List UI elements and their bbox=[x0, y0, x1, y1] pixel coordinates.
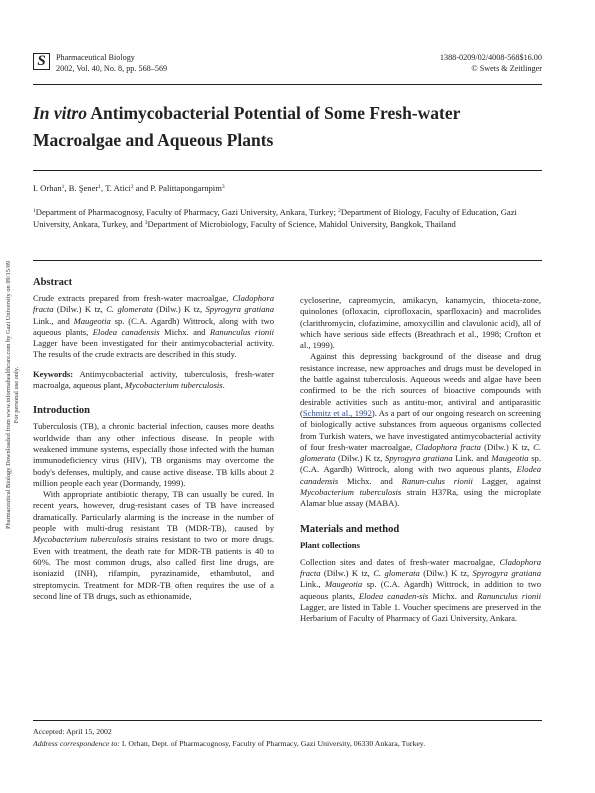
page-header bbox=[33, 52, 542, 78]
left-column bbox=[33, 276, 274, 602]
title-rule bbox=[33, 170, 542, 171]
affil-mark: 2 bbox=[338, 208, 341, 214]
reference-link[interactable]: Schmitz et al., 1992 bbox=[302, 407, 372, 418]
methods-heading: Materials and method bbox=[300, 523, 400, 535]
author-affil-mark: 2 bbox=[130, 184, 134, 190]
author-name: , B. Şener bbox=[64, 183, 99, 193]
affil-mark: 3 bbox=[144, 220, 148, 226]
author-name: , T. Atici bbox=[101, 183, 131, 193]
publisher: © Swets & Zeitlinger bbox=[471, 64, 542, 73]
plant-collections-heading: Plant collections bbox=[300, 539, 360, 550]
intro-continued: cycloserine, capreomycin, amikacyn, kanamycin, thioceta-zone, quinolones (ofloxacin, ciprofloxacin, sparfloxacin) and macrolides (clarithromycin, clofazimine, amoxycillin and clavulonic acid), all of which have serious side effects (Breathrach et al., 1998; Crofton et al., 1999). bbox=[300, 295, 541, 351]
affil-text: Department of Pharmacognosy, Faculty of Pharmacy, Gazi University, Ankara, Turkey; bbox=[35, 207, 339, 217]
methods-paragraph: Collection sites and dates of fresh-water macroalgae, Cladophora fracta (Dilw.) K tz, C. glomerata (Dilw.) K tz, Spyrogyra gratiana Link., Maugeotia sp. (C.A. Agardh) Wittrock, in addition to two aqueous plants, Elodea canaden-sis Michx. and Ranunculus rionii Lagger, are listed in Table 1. Voucher specimens are preserved in the Herbarium of Faculty of Pharmacy of Gazi University, Ankara. bbox=[300, 556, 541, 624]
article-title bbox=[33, 100, 542, 154]
side-note-line-1: Pharmaceutical Biology Downloaded from www.informahealthcare.com by Gazi University on 09/15/09 bbox=[5, 260, 12, 530]
side-download-note bbox=[2, 215, 24, 575]
affil-text: Department of Microbiology, Faculty of Science, Mahidol University, Bangkok, Thailand bbox=[147, 219, 456, 229]
title-italic: In vitro bbox=[33, 103, 87, 123]
accepted-date: Accepted: April 15, 2002 bbox=[33, 727, 112, 736]
introduction-heading: Introduction bbox=[33, 405, 90, 417]
keywords: Keywords: Antimycobacterial activity, tuberculosis, fresh-water macroalga, aqueous plant, Mycobacterium tuberculosis. bbox=[33, 368, 274, 391]
right-column bbox=[300, 295, 541, 624]
affil-text: Department of Biology, Faculty of Education, Gazi University, Ankara, Turkey, and bbox=[33, 207, 517, 229]
journal-info bbox=[56, 52, 167, 74]
affil-rule bbox=[33, 260, 542, 261]
logo-letter: S bbox=[37, 53, 46, 69]
journal-volume: 2002, Vol. 40, No. 8, pp. 568–569 bbox=[56, 64, 168, 73]
abstract-heading: Abstract bbox=[33, 277, 73, 288]
issn: 1388-0209/02/4008-568$16.00 bbox=[439, 53, 542, 62]
author-affil-mark: 1 bbox=[98, 184, 102, 190]
intro-paragraph-1: Tuberculosis (TB), a chronic bacterial infection, causes more deaths worldwide than any other infectious disease. In people with weakened immune systems, especially those infected with the human immunodeficiency virus (HIV), TB organisms may overcome the body's defenses, multiply, and cause active disease. TB kills about 2 million people each year (Dormandy, 1999). bbox=[33, 421, 274, 488]
title-line-2: Macroalgae and Aqueous Plants bbox=[33, 130, 274, 150]
page-footer bbox=[33, 726, 542, 750]
intro-paragraph-3: Against this depressing background of the disease and drug resistance increase, new approaches and drugs must be developed in the battle against tuberculosis. Aqueous weeds and algae have been confirmed to be the rich sources of bioactive compounds with desirable activities such as antitu-mor, antiviral and antiparasitic (Schmitz et al., 1992). As a part of our ongoing research on screening of biologically active substances from aqueous organisms collected from Turkish waters, we have investigated antimycobacterial activity of four fresh-water macroalgae, Cladophora fracta (Dilw.) K tz, C. glomerata (Dilw.) K tz, Spyrogyra gratiana Link. and Maugeotia sp. (C.A. Agardh) Wittrock, along with two aqueous plants, Elodea canadensis Michx. and Ranun-culus rionii Lagger, against Mycobacterium tuberculosis strain H37Ra, using the microplate Alamar blue assay (MABA). bbox=[300, 351, 542, 509]
affiliations bbox=[33, 206, 542, 230]
intro-paragraph-2: With appropriate antibiotic therapy, TB can usually be cured. In recent years, however, drug-resistant cases of TB have increased dramatically. Particularly alarming is the increase in the number of people with multi-drug resistant TB (MDR-TB), caused by Mycobacterium tuberculosis strains resistant to two or more drugs. Even with treatment, the death rate for MDR-TB patients is 40 to 60%. The most common drugs, also called first line drugs, are isoniazid (INH), rifampin, pyrazinamide, ethambutol, and streptomycin. Treatment for MDR-TB often requires the use of a second line of TB drugs, such as ethionamide, bbox=[33, 489, 274, 601]
journal-name: Pharmaceutical Biology bbox=[56, 53, 135, 62]
affil-mark: 1 bbox=[33, 208, 36, 214]
correspondence-address: Address correspondence to: I. Orhan, Dept. of Pharmacognosy, Faculty of Pharmacy, Gazi University, 06330 Ankara, Turkey. bbox=[33, 739, 426, 748]
footer-rule bbox=[33, 720, 542, 721]
side-note-line-2: For personal use only. bbox=[13, 366, 20, 424]
author-list bbox=[33, 182, 542, 194]
journal-meta bbox=[440, 52, 542, 74]
author-name: and P. Palittapongarnpim bbox=[133, 183, 222, 193]
publisher-logo-icon bbox=[33, 53, 50, 70]
header-rule bbox=[33, 84, 542, 85]
title-line-1: Antimycobacterial Potential of Some Fresh-water bbox=[86, 103, 461, 123]
abstract-text: Crude extracts prepared from fresh-water macroalgae, Cladophora fracta (Dilw.) K tz, C. glomerata (Dilw.) K tz, Spyrogyra gratiana Link., and Maugeotia sp. (C.A. Agardh) Wittrock, along with two aqueous plants, Elodea canadensis Michx. and Ranunculus rionii Lagger have been investigated for their antimycobacterial activity. The results of the crude extracts are described in this study. bbox=[33, 293, 274, 360]
author-affil-mark: 3 bbox=[221, 184, 225, 190]
author-name: I. Orhan bbox=[33, 183, 62, 193]
author-affil-mark: 1 bbox=[61, 184, 65, 190]
